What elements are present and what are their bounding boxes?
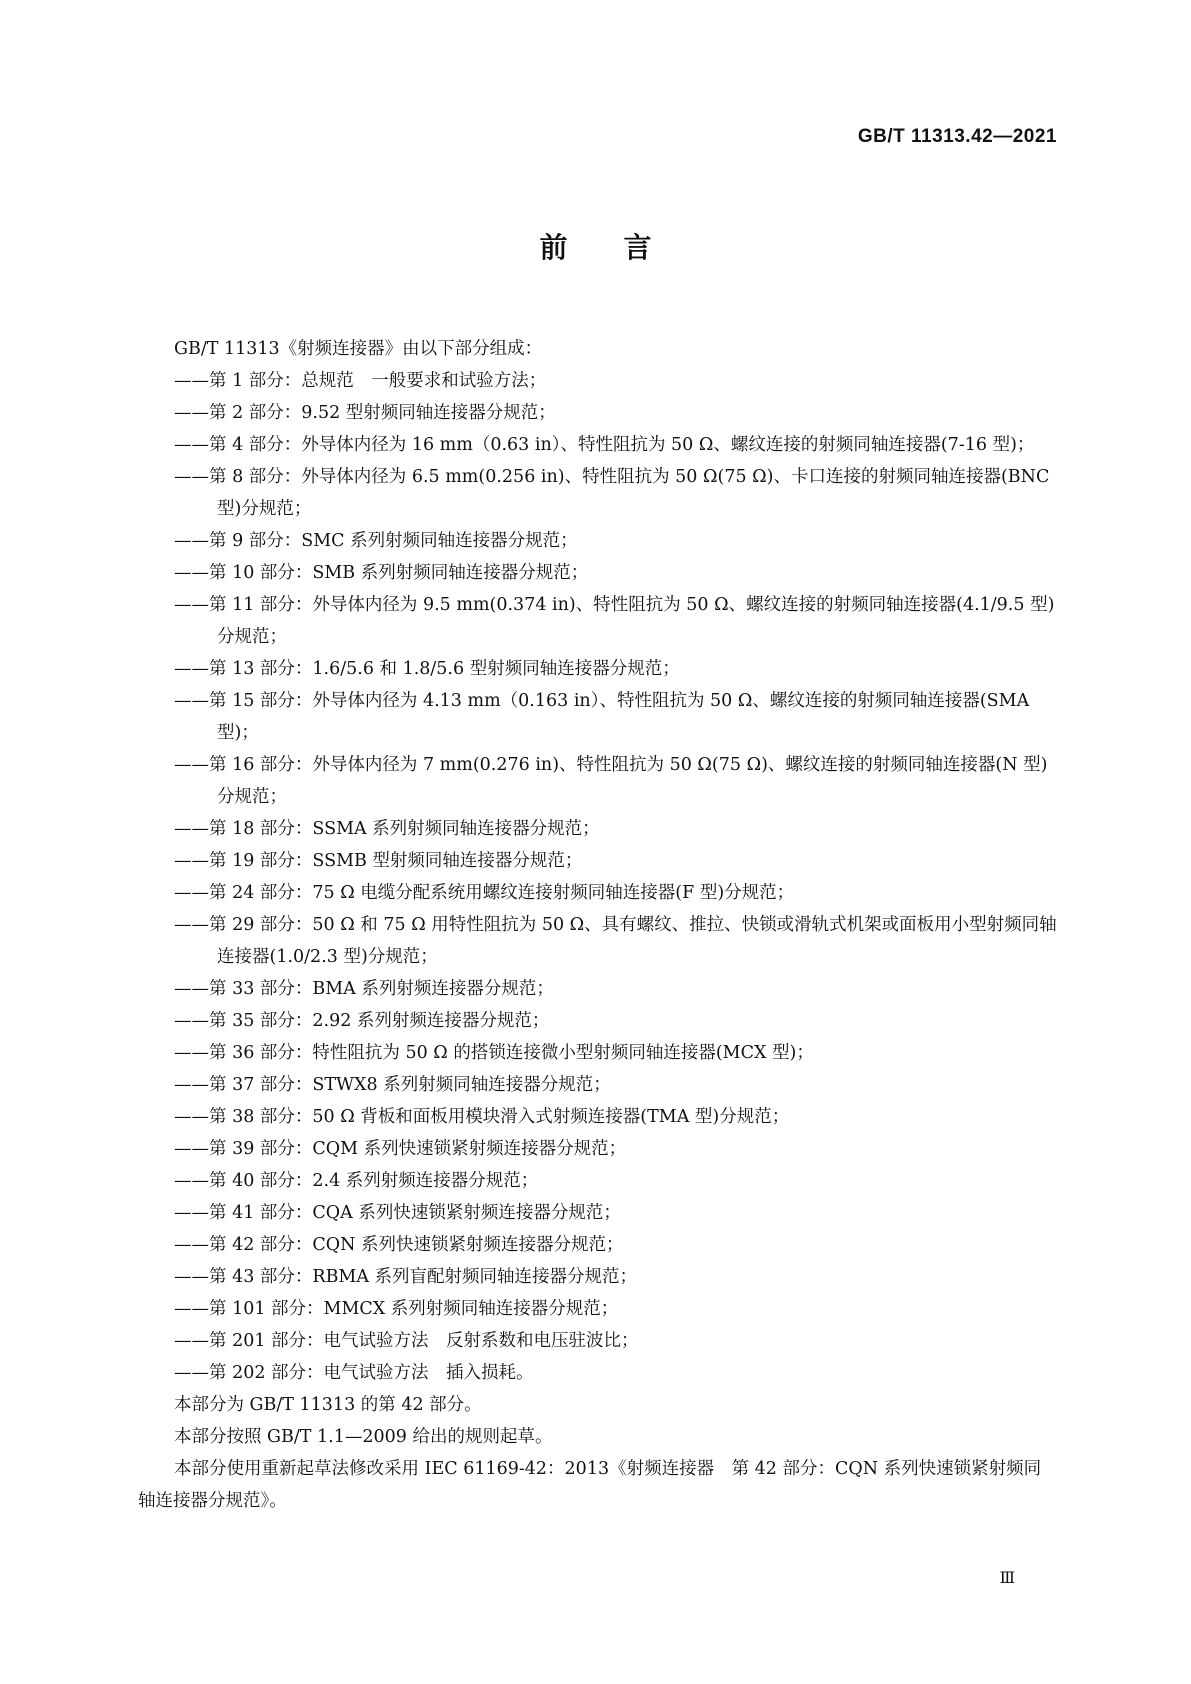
page-number: Ⅲ (999, 1568, 1015, 1587)
list-item: ——第 101 部分：MMCX 系列射频同轴连接器分规范； (174, 1299, 619, 1319)
list-item: ——第 18 部分：SSMA 系列射频同轴连接器分规范； (174, 819, 600, 839)
list-item: ——第 39 部分：CQM 系列快速锁紧射频连接器分规范； (174, 1139, 627, 1159)
standard-number: GB/T 11313.42—2021 (857, 126, 1057, 147)
list-item: ——第 43 部分：RBMA 系列盲配射频同轴连接器分规范； (174, 1267, 638, 1287)
list-item: ——第 29 部分：50 Ω 和 75 Ω 用特性阻抗为 50 Ω、具有螺纹、推拉、快锁或滑轨式机架或面板用小型射频同轴连接器(1.0/2.3 型)分规范； (174, 915, 1057, 967)
list-item: ——第 16 部分：外导体内径为 7 mm(0.276 in)、特性阻抗为 50 Ω(75 Ω)、螺纹连接的射频同轴连接器(N 型)分规范； (174, 755, 1048, 807)
list-item: ——第 10 部分：SMB 系列射频同轴连接器分规范； (174, 563, 589, 583)
list-item: ——第 36 部分：特性阻抗为 50 Ω 的搭锁连接微小型射频同轴连接器(MCX 型)； (174, 1043, 814, 1063)
document-body (138, 333, 1058, 1517)
list-item: ——第 38 部分：50 Ω 背板和面板用模块滑入式射频连接器(TMA 型)分规范； (174, 1107, 790, 1127)
list-item: ——第 40 部分：2.4 系列射频连接器分规范； (174, 1171, 539, 1191)
list-item: ——第 2 部分：9.52 型射频同轴连接器分规范； (174, 403, 556, 423)
list-item: ——第 9 部分：SMC 系列射频同轴连接器分规范； (174, 531, 578, 551)
part-statement: 本部分为 GB/T 11313 的第 42 部分。 (174, 1395, 482, 1415)
list-item: ——第 37 部分：STWX8 系列射频同轴连接器分规范； (174, 1075, 611, 1095)
page-title: 前言 (539, 231, 708, 264)
list-item: ——第 13 部分：1.6/5.6 和 1.8/5.6 型射频同轴连接器分规范； (174, 659, 680, 679)
drafting-rule-statement: 本部分按照 GB/T 1.1—2009 给出的规则起草。 (174, 1427, 553, 1447)
list-item: ——第 42 部分：CQN 系列快速锁紧射频连接器分规范； (174, 1235, 624, 1255)
list-item: ——第 19 部分：SSMB 型射频同轴连接器分规范； (174, 851, 583, 871)
list-item: ——第 202 部分：电气试验方法 插入损耗。 (174, 1363, 534, 1383)
list-item: ——第 24 部分：75 Ω 电缆分配系统用螺纹连接射频同轴连接器(F 型)分规范； (174, 883, 795, 903)
adoption-statement: 本部分使用重新起草法修改采用 IEC 61169-42：2013《射频连接器 第 42 部分：CQN 系列快速锁紧射频同轴连接器分规范》。 (138, 1459, 1042, 1511)
list-item: ——第 4 部分：外导体内径为 16 mm（0.63 in）、特性阻抗为 50 Ω、螺纹连接的射频同轴连接器(7-16 型)； (174, 435, 1035, 455)
intro-paragraph: GB/T 11313《射频连接器》由以下部分组成： (174, 339, 543, 359)
list-item: ——第 201 部分：电气试验方法 反射系数和电压驻波比； (174, 1331, 639, 1351)
list-item: ——第 11 部分：外导体内径为 9.5 mm(0.374 in)、特性阻抗为 50 Ω、螺纹连接的射频同轴连接器(4.1/9.5 型)分规范； (174, 595, 1055, 647)
list-item: ——第 15 部分：外导体内径为 4.13 mm（0.163 in）、特性阻抗为 50 Ω、螺纹连接的射频同轴连接器(SMA 型)； (174, 691, 1030, 743)
list-item: ——第 8 部分：外导体内径为 6.5 mm(0.256 in)、特性阻抗为 50 Ω(75 Ω)、卡口连接的射频同轴连接器(BNC 型)分规范； (174, 467, 1050, 519)
list-item: ——第 35 部分：2.92 系列射频连接器分规范； (174, 1011, 550, 1031)
list-item: ——第 33 部分：BMA 系列射频连接器分规范； (174, 979, 554, 999)
list-item: ——第 1 部分：总规范 一般要求和试验方法； (174, 371, 547, 391)
parts-list (174, 365, 1058, 1389)
list-item: ——第 41 部分：CQA 系列快速锁紧射频连接器分规范； (174, 1203, 621, 1223)
